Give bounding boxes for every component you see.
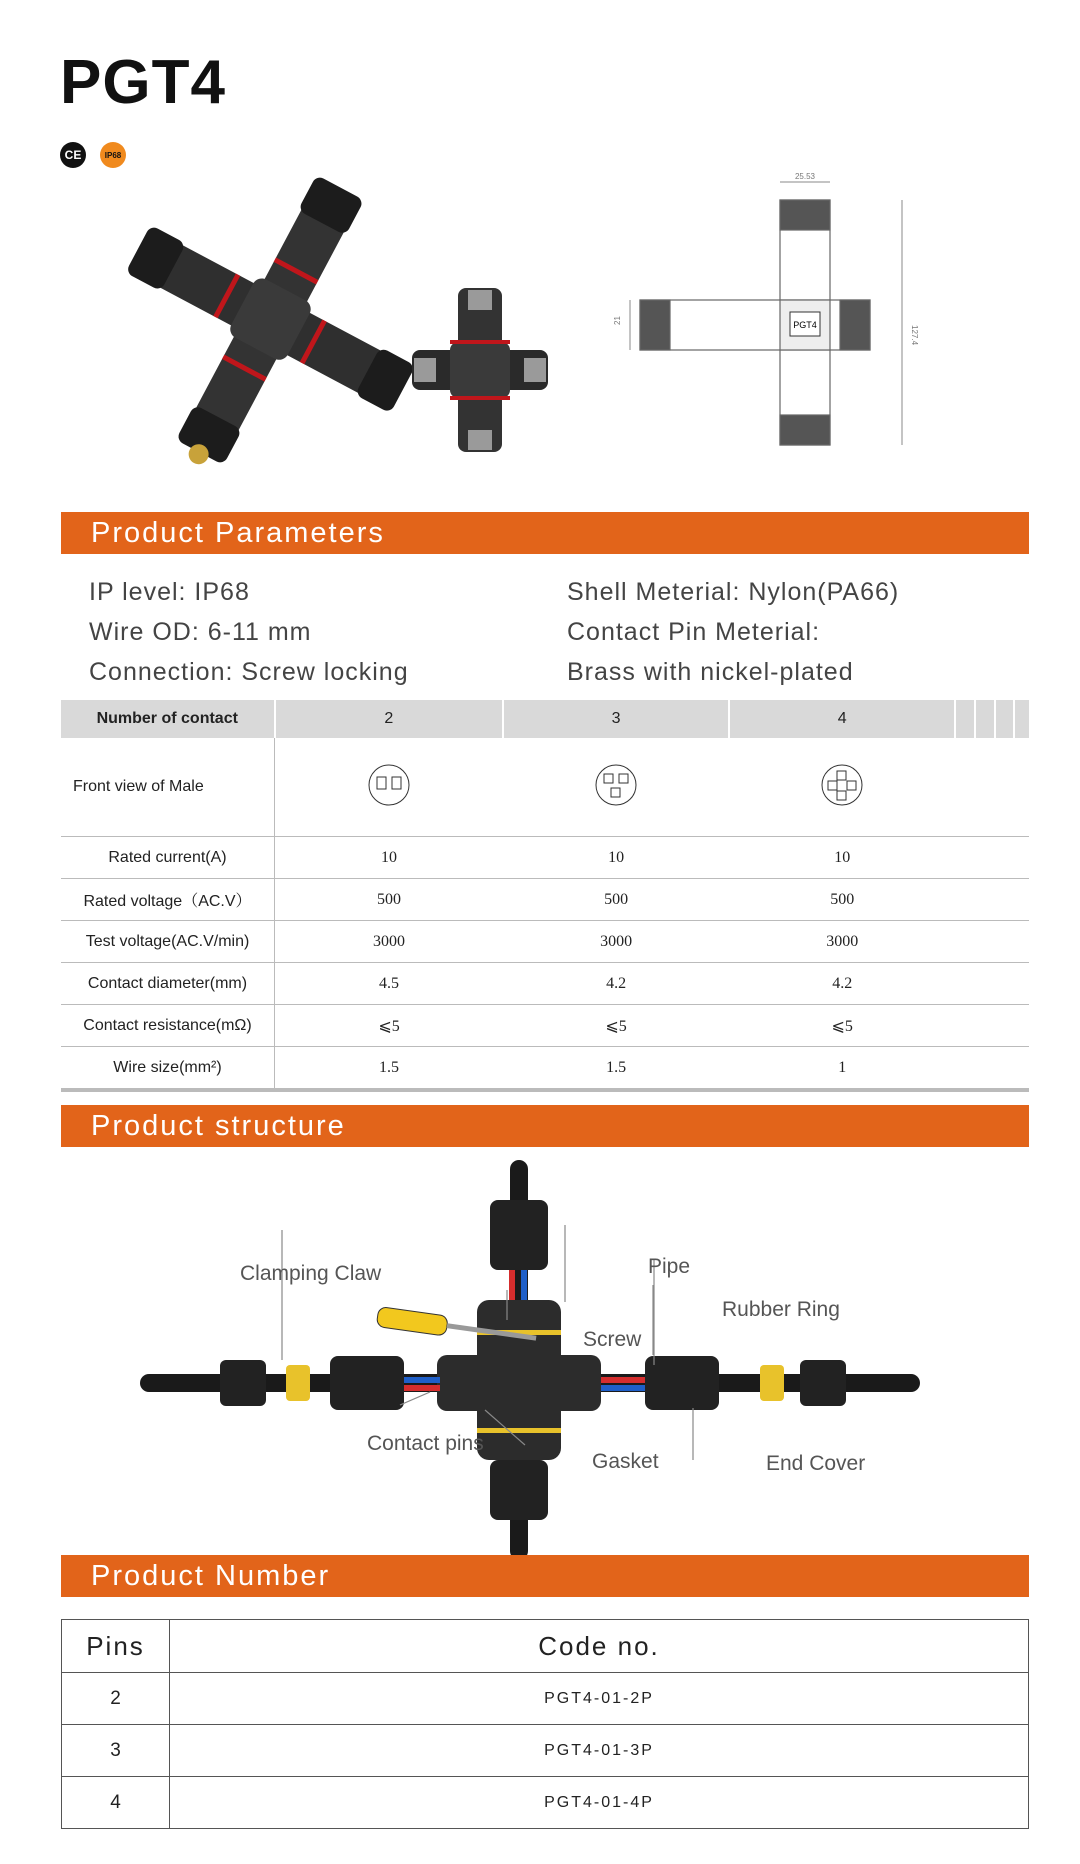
params-right: [567, 572, 899, 692]
col-code-header: Code no.: [170, 1620, 1029, 1673]
section-product-structure: Product structure: [61, 1105, 1029, 1147]
2-pin-front-view-icon: [367, 763, 411, 807]
table-row: Contact diameter(mm) 4.5 4.2 4.2: [61, 963, 1029, 1005]
table-row: Rated voltage（AC.V） 500 500 500: [61, 879, 1029, 921]
page-title: PGT4: [60, 48, 226, 117]
table-row: Wire size(mm²) 1.5 1.5 1: [61, 1047, 1029, 1091]
width-dimension: 25.53: [794, 172, 816, 181]
params-left: [89, 572, 409, 692]
section-product-number: Product Number: [61, 1555, 1029, 1597]
product-number-table: [61, 1619, 1029, 1829]
label-pipe: Pipe: [648, 1255, 691, 1278]
table-row: [61, 700, 1029, 738]
param-connection: Connection: Screw locking: [89, 658, 409, 686]
height-dimension: 127.4: [910, 325, 919, 346]
spec-header-label: Number of contact: [61, 700, 275, 738]
spec-table: [61, 700, 1029, 1092]
label-contact-pins: Contact pins: [367, 1432, 484, 1455]
table-row: 3 PGT4-01-3P: [62, 1725, 1029, 1777]
table-row: [62, 1620, 1029, 1673]
label-end-cover: End Cover: [766, 1452, 866, 1475]
param-contact-pin-material: Contact Pin Meterial:: [567, 618, 821, 646]
ce-mark-icon: CE: [60, 142, 86, 168]
side-dimension: 21: [613, 316, 622, 325]
structure-diagram: [140, 1160, 920, 1560]
table-row: 4 PGT4-01-4P: [62, 1777, 1029, 1829]
4-pin-front-view-icon: [820, 763, 864, 807]
spec-col-4: 4: [729, 700, 955, 738]
table-row: Test voltage(AC.V/min) 3000 3000 3000: [61, 921, 1029, 963]
spec-front-view-label: Front view of Male: [61, 738, 275, 837]
table-row: 2 PGT4-01-2P: [62, 1673, 1029, 1725]
technical-drawing: [613, 170, 970, 470]
label-rubber-ring: Rubber Ring: [722, 1298, 840, 1321]
table-row: Contact resistance(mΩ) ⩽5 ⩽5 ⩽5: [61, 1005, 1029, 1047]
3-pin-front-view-icon: [594, 763, 638, 807]
table-row: Rated current(A) 10 10 10: [61, 837, 1029, 879]
param-wire-od: Wire OD: 6-11 mm: [89, 618, 312, 646]
ip68-badge-icon: IP68: [100, 142, 126, 168]
label-screw: Screw: [583, 1328, 642, 1351]
spec-col-2: 2: [275, 700, 504, 738]
drawing-part-mark: PGT4: [793, 320, 817, 330]
label-gasket: Gasket: [592, 1450, 659, 1473]
product-photo: [120, 180, 560, 480]
param-contact-pin-plating: Brass with nickel-plated: [567, 658, 854, 686]
spec-col-3: 3: [503, 700, 729, 738]
param-ip-level: IP level: IP68: [89, 578, 250, 606]
section-product-parameters: Product Parameters: [61, 512, 1029, 554]
param-shell-material: Shell Meterial: Nylon(PA66): [567, 578, 900, 606]
label-clamping-claw: Clamping Claw: [240, 1262, 382, 1285]
table-row: [61, 738, 1029, 837]
col-pins-header: Pins: [62, 1620, 170, 1673]
